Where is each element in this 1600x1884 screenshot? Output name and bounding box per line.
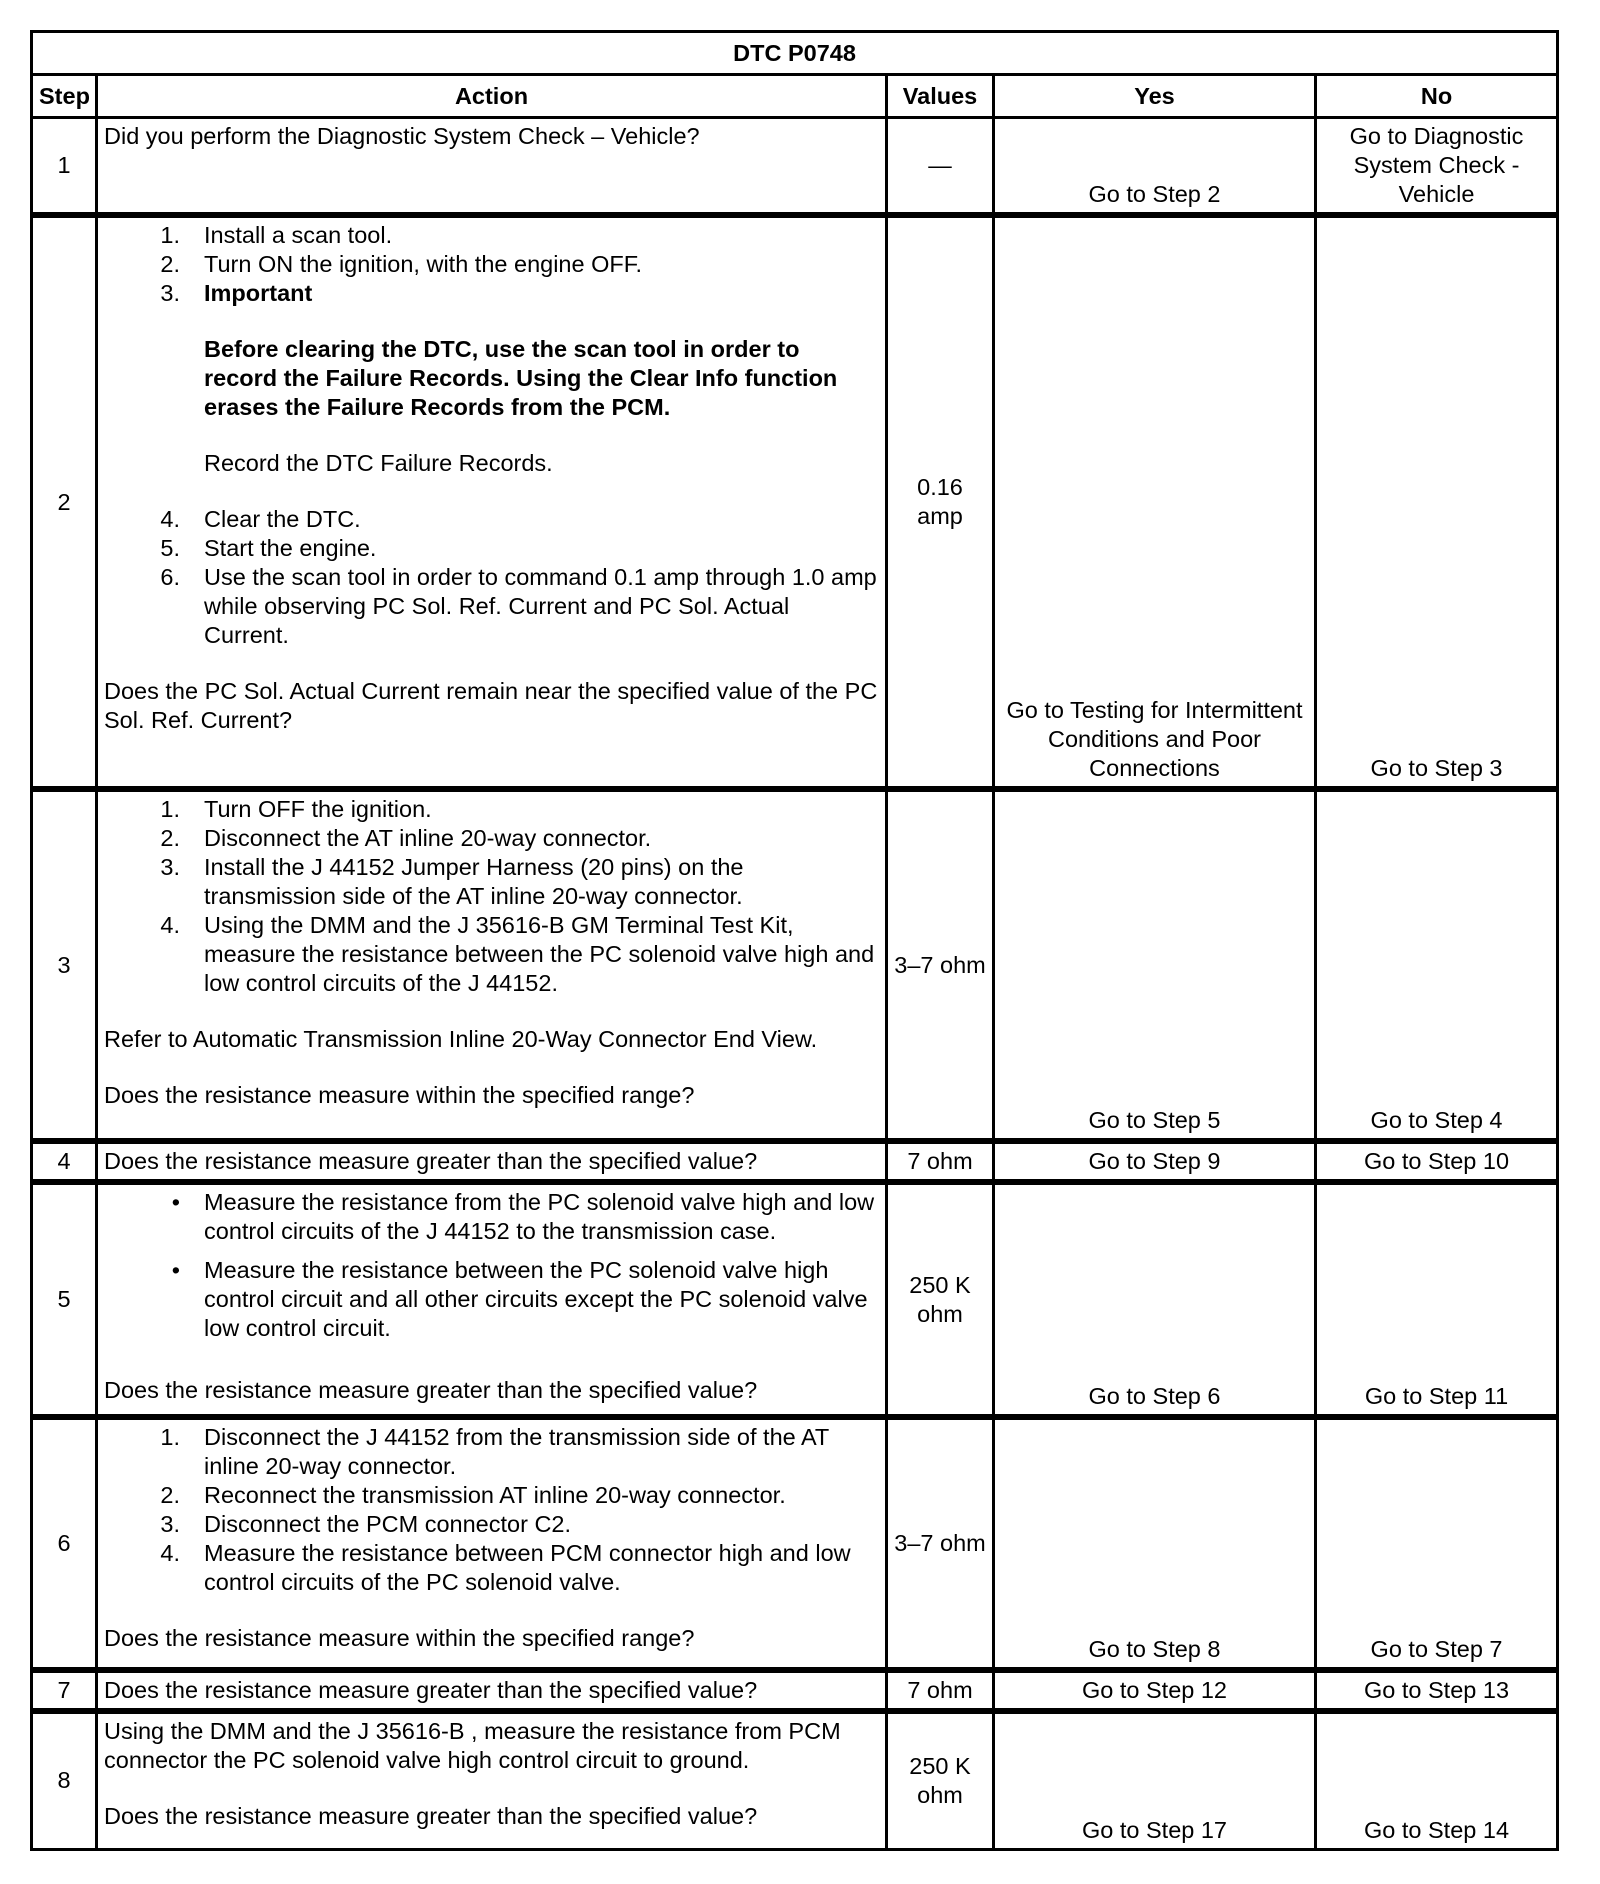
yes-cell: Go to Step 6 [994, 1182, 1316, 1417]
list-item: 1. Install a scan tool. [160, 222, 393, 248]
list-item: 2. Reconnect the transmission AT inline 20-way connector. [160, 1482, 786, 1508]
list-item: 3. Install the J 44152 Jumper Harness (20 pins) on the transmission side of the AT inline 20-way connector. [160, 854, 744, 909]
no-cell: Go to Step 10 [1316, 1141, 1558, 1182]
step-number: 1 [32, 118, 97, 216]
table-row [32, 118, 1558, 216]
no-cell: Go to Step 3 [1316, 215, 1558, 789]
refer-note: Refer to Automatic Transmission Inline 20-Way Connector End View. [104, 1026, 818, 1052]
table-row [32, 1141, 1558, 1182]
action-question: Does the resistance measure within the specified range? [104, 1625, 695, 1651]
action-question: Did you perform the Diagnostic System Check – Vehicle? [97, 118, 887, 216]
value-cell: 3–7 ohm [887, 1417, 994, 1670]
table-row [32, 789, 1558, 1141]
no-cell: Go to Step 11 [1316, 1182, 1558, 1417]
value-cell: — [887, 118, 994, 216]
action-question: Does the resistance measure greater than the specified value? [97, 1141, 887, 1182]
header-values: Values [887, 75, 994, 118]
list-item: 4. Clear the DTC. [160, 506, 361, 532]
yes-cell: Go to Testing for Intermittent Conditions and Poor Connections [994, 215, 1316, 789]
action-question: Does the PC Sol. Actual Current remain near the specified value of the PC Sol. Ref. Current? [104, 678, 878, 733]
list-item: • Measure the resistance from the PC solenoid valve high and low control circuits of the J 44152 to the transmission case. [171, 1189, 875, 1244]
header-step: Step [32, 75, 97, 118]
step-number: 8 [32, 1711, 97, 1849]
value-cell: 250 K ohm [887, 1711, 994, 1849]
step-number: 7 [32, 1670, 97, 1711]
action-text: Using the DMM and the J 35616-B , measure the resistance from PCM connector the PC solenoid valve high control circuit to ground. [104, 1718, 841, 1773]
action-question: Does the resistance measure greater than the specified value? [97, 1670, 887, 1711]
action-question: Does the resistance measure within the specified range? [104, 1082, 695, 1108]
header-row [32, 75, 1558, 118]
value-cell: 0.16 amp [887, 215, 994, 789]
yes-cell: Go to Step 2 [994, 118, 1316, 216]
table-row [32, 1182, 1558, 1417]
value-cell: 7 ohm [887, 1670, 994, 1711]
table-row [32, 1417, 1558, 1670]
action-question: Does the resistance measure greater than the specified value? [104, 1377, 758, 1403]
diagnostic-table [30, 30, 1559, 1851]
step-number: 6 [32, 1417, 97, 1670]
action-cell [97, 215, 887, 789]
no-cell: Go to Step 7 [1316, 1417, 1558, 1670]
action-cell [97, 789, 887, 1141]
important-note: Before clearing the DTC, use the scan tool in order to record the Failure Records. Using the Clear Info function erases the Failure Records from the PCM. [204, 336, 838, 420]
no-cell: Go to Step 13 [1316, 1670, 1558, 1711]
list-item: 3. Important [160, 280, 313, 306]
yes-cell: Go to Step 5 [994, 789, 1316, 1141]
action-question: Does the resistance measure greater than the specified value? [104, 1803, 758, 1829]
list-item: • Measure the resistance between the PC solenoid valve high control circuit and all other circuits except the PC solenoid valve low control circuit. [171, 1257, 868, 1341]
table-title: DTC P0748 [32, 32, 1558, 75]
list-item: 1. Turn OFF the ignition. [160, 796, 432, 822]
yes-cell: Go to Step 9 [994, 1141, 1316, 1182]
header-action: Action [97, 75, 887, 118]
value-cell: 3–7 ohm [887, 789, 994, 1141]
list-item: 3. Disconnect the PCM connector C2. [160, 1511, 572, 1537]
list-item: 4. Measure the resistance between PCM connector high and low control circuits of the PC solenoid valve. [160, 1540, 851, 1595]
step-number: 4 [32, 1141, 97, 1182]
list-item: 1. Disconnect the J 44152 from the transmission side of the AT inline 20-way connector. [160, 1424, 829, 1479]
no-cell: Go to Step 14 [1316, 1711, 1558, 1849]
step-number: 5 [32, 1182, 97, 1417]
record-instruction: Record the DTC Failure Records. [204, 450, 553, 476]
step-number: 3 [32, 789, 97, 1141]
action-cell [97, 1417, 887, 1670]
table-row [32, 1670, 1558, 1711]
list-item: 6. Use the scan tool in order to command 0.1 amp through 1.0 amp while observing PC Sol. Ref. Current and PC Sol. Actual Current. [160, 564, 877, 648]
value-cell: 250 K ohm [887, 1182, 994, 1417]
table-row [32, 1711, 1558, 1849]
value-cell: 7 ohm [887, 1141, 994, 1182]
list-item: 2. Disconnect the AT inline 20-way connector. [160, 825, 652, 851]
step-number: 2 [32, 215, 97, 789]
title-row [32, 32, 1558, 75]
action-cell [97, 1711, 887, 1849]
table-row [32, 215, 1558, 789]
list-item: 4. Using the DMM and the J 35616-B GM Terminal Test Kit, measure the resistance between the PC solenoid valve high and low control circuits of the J 44152. [160, 912, 875, 996]
yes-cell: Go to Step 12 [994, 1670, 1316, 1711]
no-cell: Go to Step 4 [1316, 789, 1558, 1141]
no-cell: Go to Diagnostic System Check - Vehicle [1316, 118, 1558, 216]
list-item: 2. Turn ON the ignition, with the engine OFF. [160, 251, 643, 277]
yes-cell: Go to Step 17 [994, 1711, 1316, 1849]
header-no: No [1316, 75, 1558, 118]
action-cell [97, 1182, 887, 1417]
document-page [30, 30, 1556, 1851]
list-item: 5. Start the engine. [160, 535, 377, 561]
yes-cell: Go to Step 8 [994, 1417, 1316, 1670]
header-yes: Yes [994, 75, 1316, 118]
